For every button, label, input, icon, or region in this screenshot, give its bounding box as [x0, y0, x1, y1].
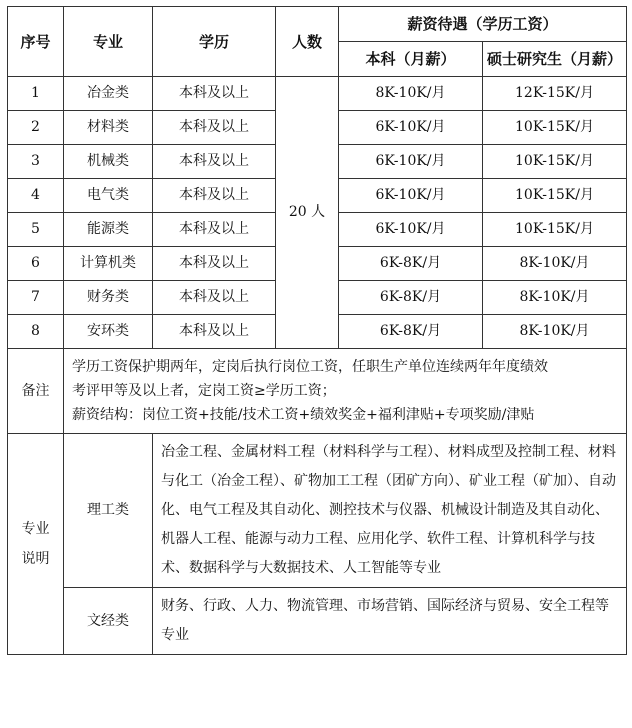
recruitment-table	[7, 6, 627, 655]
cell-major: 能源类	[64, 213, 153, 247]
note-content	[64, 349, 627, 434]
cell-master-salary: 10K-15K/月	[483, 111, 627, 145]
header-education: 学历	[153, 7, 276, 77]
majors-label	[8, 434, 64, 655]
cell-bachelor-salary: 6K-8K/月	[339, 281, 483, 315]
majors-label-line-2: 说明	[21, 551, 50, 567]
cell-seq: 6	[8, 247, 64, 281]
cell-bachelor-salary: 6K-10K/月	[339, 213, 483, 247]
cell-education: 本科及以上	[153, 315, 276, 349]
recruitment-table-wrapper	[7, 6, 627, 655]
cell-major: 冶金类	[64, 77, 153, 111]
cell-master-salary: 10K-15K/月	[483, 179, 627, 213]
cell-seq: 5	[8, 213, 64, 247]
cell-major: 财务类	[64, 281, 153, 315]
cell-bachelor-salary: 6K-10K/月	[339, 179, 483, 213]
cell-education: 本科及以上	[153, 77, 276, 111]
cell-bachelor-salary: 6K-10K/月	[339, 111, 483, 145]
cell-education: 本科及以上	[153, 247, 276, 281]
note-line-2: 考评甲等及以上者，定岗工资≥学历工资；	[72, 383, 336, 399]
science-category-label: 理工类	[64, 434, 153, 588]
arts-majors-text: 财务、行政、人力、物流管理、市场营销、国际经济与贸易、安全工程等专业	[153, 588, 627, 655]
cell-master-salary: 8K-10K/月	[483, 281, 627, 315]
cell-education: 本科及以上	[153, 213, 276, 247]
cell-master-salary: 8K-10K/月	[483, 315, 627, 349]
header-bachelor: 本科（月薪）	[339, 42, 483, 77]
cell-master-salary: 8K-10K/月	[483, 247, 627, 281]
header-row-1	[8, 7, 627, 42]
cell-bachelor-salary: 6K-8K/月	[339, 315, 483, 349]
majors-label-line-1: 专业	[21, 521, 50, 537]
cell-major: 计算机类	[64, 247, 153, 281]
cell-bachelor-salary: 6K-10K/月	[339, 145, 483, 179]
cell-major: 安环类	[64, 315, 153, 349]
cell-headcount: 20 人	[276, 77, 339, 349]
cell-major: 材料类	[64, 111, 153, 145]
header-major: 专业	[64, 7, 153, 77]
cell-bachelor-salary: 8K-10K/月	[339, 77, 483, 111]
cell-seq: 1	[8, 77, 64, 111]
cell-master-salary: 12K-15K/月	[483, 77, 627, 111]
cell-seq: 4	[8, 179, 64, 213]
cell-master-salary: 10K-15K/月	[483, 145, 627, 179]
cell-bachelor-salary: 6K-8K/月	[339, 247, 483, 281]
cell-major: 机械类	[64, 145, 153, 179]
cell-education: 本科及以上	[153, 111, 276, 145]
cell-education: 本科及以上	[153, 179, 276, 213]
cell-education: 本科及以上	[153, 145, 276, 179]
note-line-3: 薪资结构：岗位工资+技能/技术工资+绩效奖金+福利津贴+专项奖励/津贴	[72, 407, 535, 423]
header-salary-group: 薪资待遇（学历工资）	[339, 7, 627, 42]
arts-category-label: 文经类	[64, 588, 153, 655]
header-headcount: 人数	[276, 7, 339, 77]
header-master: 硕士研究生（月薪）	[483, 42, 627, 77]
note-line-1: 学历工资保护期两年，定岗后执行岗位工资，任职生产单位连续两年年度绩效	[72, 359, 548, 375]
note-label: 备注	[8, 349, 64, 434]
table-row	[8, 77, 627, 111]
cell-master-salary: 10K-15K/月	[483, 213, 627, 247]
note-row	[8, 349, 627, 434]
cell-seq: 7	[8, 281, 64, 315]
cell-seq: 8	[8, 315, 64, 349]
majors-science-row	[8, 434, 627, 588]
cell-major: 电气类	[64, 179, 153, 213]
header-seq: 序号	[8, 7, 64, 77]
science-majors-text: 冶金工程、金属材料工程（材料科学与工程）、材料成型及控制工程、材料与化工（冶金工程）、矿物加工工程（团矿方向）、矿业工程（矿加）、自动化、电气工程及其自动化、测控技术与仪器、机械设计制造及其自动化、机器人工程、能源与动力工程、应用化学、软件工程、计算机科学与技术、数据科学与大数据技术、人工智能等专业	[153, 434, 627, 588]
majors-arts-row	[8, 588, 627, 655]
cell-seq: 3	[8, 145, 64, 179]
cell-seq: 2	[8, 111, 64, 145]
cell-education: 本科及以上	[153, 281, 276, 315]
